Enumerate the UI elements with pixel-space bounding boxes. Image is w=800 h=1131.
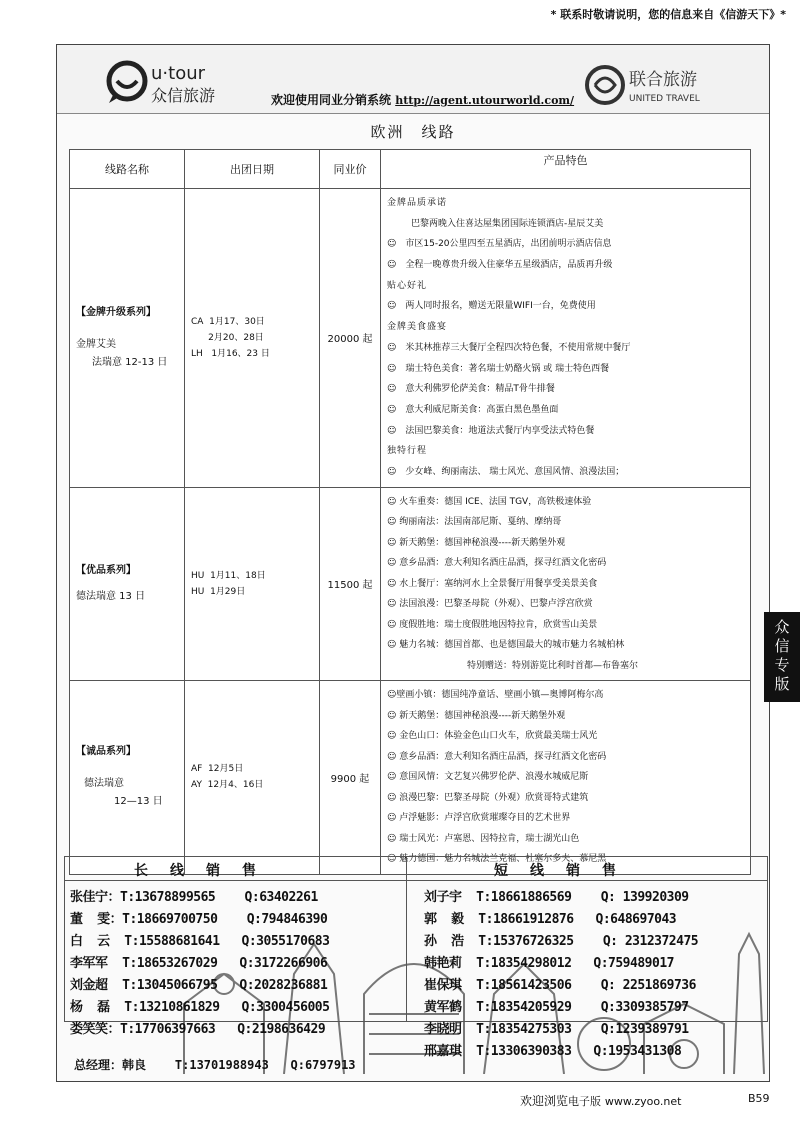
- feature-line: ☺ 法国浪漫：巴黎圣母院（外观）、巴黎卢浮宫欣赏: [387, 599, 593, 610]
- route-name-sub: 法瑞意 12-13 日: [92, 356, 168, 368]
- side-tab-label: 众信专版: [774, 618, 790, 693]
- utour-brand-cn: 众信旅游: [151, 86, 216, 105]
- feature-line: ☺ 浪漫巴黎：巴黎圣母院（外观）欣赏哥特式建筑: [387, 792, 589, 803]
- feature-line: ☺ 度假胜地：瑞士度假胜地因特拉肯，欣赏雪山美景: [387, 619, 598, 630]
- footer-site-link[interactable]: www.zyoo.net: [604, 1095, 682, 1108]
- feature-line: ☺ 瑞士特色美食：著名瑞士奶酪火锅 或 瑞士特色西餐: [387, 363, 610, 374]
- departure-dates: HU 1月11、18日 HU 1月29日: [185, 487, 320, 681]
- long-sales-contact: 杨 磊 T:13210861829 Q:3300456005: [70, 1000, 330, 1015]
- feature-line: ☺ 瑞士风光：卢塞恩、因特拉肯，瑞士湖光山色: [387, 833, 580, 844]
- feature-line: ☺ 卢浮魅影：卢浮宫欣赏璀璨夺目的艺术世界: [387, 813, 571, 824]
- header-price: 同业价: [320, 150, 381, 189]
- general-manager-contact: 总经理：韩良 T:13701988943 Q:6797913: [74, 1058, 356, 1072]
- region-title: 欧洲 线路: [370, 123, 456, 141]
- route-name-cell: [70, 487, 185, 681]
- header-departure-date: 出团日期: [185, 150, 320, 189]
- united-brand-cn: 联合旅游: [629, 70, 697, 90]
- feature-line: ☺ 意乡品酒：意大利知名酒庄品酒，探寻红酒文化密码: [387, 558, 607, 569]
- table-row: [70, 681, 751, 875]
- feature-line: 贴心好礼: [387, 280, 428, 291]
- agent-url-link[interactable]: http://agent.utourworld.com/: [395, 94, 575, 107]
- long-sales-contact: 李军军 T:18653267029 Q:3172266906: [70, 956, 328, 971]
- feature-line: ☺ 意国风情：文艺复兴佛罗伦萨、浪漫水城威尼斯: [387, 772, 589, 783]
- short-sales-contact: 李晓明 T:18354275303 Q:1239389791: [424, 1022, 689, 1037]
- united-travel-logo-icon: [585, 63, 735, 107]
- route-features: [381, 487, 751, 681]
- route-name: 金牌艾美: [76, 338, 116, 350]
- feature-line: ☺ 法国巴黎美食：地道法式餐厅内享受法式特色餐: [387, 425, 595, 436]
- footer: [520, 1092, 681, 1109]
- short-sales-contact: 韩艳莉 T:18354298012 Q:759489017: [424, 956, 674, 971]
- feature-line: ☺ 火车重奏：德国 ICE、法国 TGV，高铁极速体验: [387, 496, 592, 507]
- feature-line: 独特行程: [387, 446, 428, 457]
- feature-line: 特别赠送：特别游览比利时首都—布鲁塞尔: [467, 660, 639, 671]
- route-series: 【诚品系列】: [76, 746, 136, 758]
- long-sales-contact: 娄笑笑：T:17706397663 Q:2198636429: [70, 1022, 326, 1037]
- feature-line: ☺ 新天鹅堡：德国神秘浪漫----新天鹅堡外观: [387, 710, 566, 721]
- short-sales-contact: 郭 毅 T:18661912876 Q:648697043: [424, 912, 677, 927]
- route-name-cell: [70, 681, 185, 875]
- feature-line: ☺ 市区15-20公里四至五星酒店，出团前明示酒店信息: [387, 239, 612, 250]
- footer-edition: 电子版: [568, 1095, 602, 1108]
- route-name-sub: 12—13 日: [114, 796, 163, 808]
- utour-brand-en: u·tour: [151, 63, 206, 84]
- long-sales-contact: 白 云 T:15588681641 Q:3055170683: [70, 934, 330, 949]
- table-row: [70, 487, 751, 681]
- long-sales-contact: 刘金超 T:13045066795 Q:2028236881: [70, 978, 328, 993]
- route-name: 德法瑞意 13 日: [76, 590, 146, 602]
- feature-line: ☺ 意大利佛罗伦萨美食：精品T骨牛排餐: [387, 384, 555, 395]
- feature-line: ☺ 新天鹅堡：德国神秘浪漫----新天鹅堡外观: [387, 537, 566, 548]
- feature-line: ☺ 绚丽南法：法国南部尼斯、戛纳、摩纳哥: [387, 517, 562, 528]
- long-line-sales-title: 长线销售: [134, 863, 278, 879]
- route-table: [69, 149, 751, 875]
- short-line-sales-title: 短线销售: [494, 863, 638, 879]
- source-notice: * 联系时敬请说明，您的信息来自《信游天下》*: [550, 8, 786, 21]
- departure-dates: AF 12月5日 AY 12月4、16日: [185, 681, 320, 875]
- route-features: [381, 681, 751, 875]
- route-features: [381, 189, 751, 488]
- header-route-name: 线路名称: [70, 150, 185, 189]
- short-sales-contact: 邢嘉琪 T:13306390383 Q:1953431308: [424, 1044, 682, 1059]
- route-price: 9900 起: [320, 681, 381, 875]
- feature-line: ☺ 意乡品酒：意大利知名酒庄品酒，探寻红酒文化密码: [387, 751, 607, 762]
- feature-line: ☺ 两人同时报名，赠送无限量WIFI一台，免费使用: [387, 301, 596, 312]
- route-series: 【金牌升级系列】: [76, 306, 156, 318]
- table-row: [70, 189, 751, 488]
- welcome-text: 欢迎使用同业分销系统: [271, 93, 392, 107]
- route-price: 11500 起: [320, 487, 381, 681]
- feature-line: ☺ 魅力名城：德国首都、也是德国最大的城市魅力名城柏林: [387, 640, 625, 651]
- short-sales-contact: 崔保琪 T:18561423506 Q: 2251869736: [424, 978, 696, 993]
- welcome-line: [271, 91, 574, 108]
- table-header-row: [70, 150, 751, 189]
- page-number: B59: [748, 1092, 770, 1105]
- departure-dates: CA 1月17、30日 2月20、28日 LH 1月16、23 日: [185, 189, 320, 488]
- sales-contacts: [64, 856, 768, 1074]
- footer-welcome: 欢迎浏览: [520, 1094, 569, 1108]
- short-sales-contact: 黄军鹤 T:18354205929 Q:3309385797: [424, 1000, 689, 1015]
- feature-line: ☺ 全程一晚尊贵升级入住豪华五星级酒店，品质再升级: [387, 260, 613, 271]
- feature-line: ☺ 米其林推荐三大餐厅全程四次特色餐，不使用常规中餐厅: [387, 342, 631, 353]
- feature-line: ☺ 金色山口：体验金色山口火车，欣赏最美瑞士风光: [387, 731, 598, 742]
- united-brand-en: UNITED TRAVEL: [629, 94, 700, 104]
- feature-line: 巴黎两晚入住喜达屋集团国际连锁酒店-星辰艾美: [411, 218, 604, 229]
- feature-line: ☺壁画小镇：德国纯净童话、壁画小镇—奥博阿梅尔高: [387, 690, 604, 701]
- side-tab: [764, 612, 800, 702]
- feature-line: ☺ 水上餐厅：塞纳河水上全景餐厅用餐享受美景美食: [387, 578, 598, 589]
- sales-divider: [64, 880, 768, 881]
- sales-vline: [406, 856, 407, 1022]
- feature-line: 金牌美食盛宴: [387, 322, 448, 333]
- short-sales-contact: 刘子宇 T:18661886569 Q: 139920309: [424, 890, 689, 905]
- long-sales-contact: 张佳宁：T:13678899565 Q:63402261: [70, 890, 318, 905]
- feature-line: 金牌品质承诺: [387, 198, 448, 208]
- route-name: 德法瑞意: [84, 778, 124, 790]
- route-name-cell: [70, 189, 185, 488]
- feature-line: ☺ 魅力德国：魅力名城法兰克福、杜塞尔多夫、慕尼黑: [387, 854, 607, 865]
- feature-line: ☺ 少女峰、绚丽南法、 瑞士风光、意国风情、浪漫法国；: [387, 466, 625, 477]
- route-series: 【优品系列】: [76, 564, 136, 576]
- feature-line: ☺ 意大利威尼斯美食：高蛋白黑色墨鱼面: [387, 404, 559, 415]
- utour-logo-icon: [105, 55, 245, 107]
- long-sales-contact: 董 雯：T:18669700750 Q:794846390: [70, 912, 328, 927]
- short-sales-contact: 孙 浩 T:15376726325 Q: 2312372475: [424, 934, 699, 949]
- route-price: 20000 起: [320, 189, 381, 488]
- page-header: [57, 45, 769, 114]
- header-features: 产品特色: [381, 150, 751, 189]
